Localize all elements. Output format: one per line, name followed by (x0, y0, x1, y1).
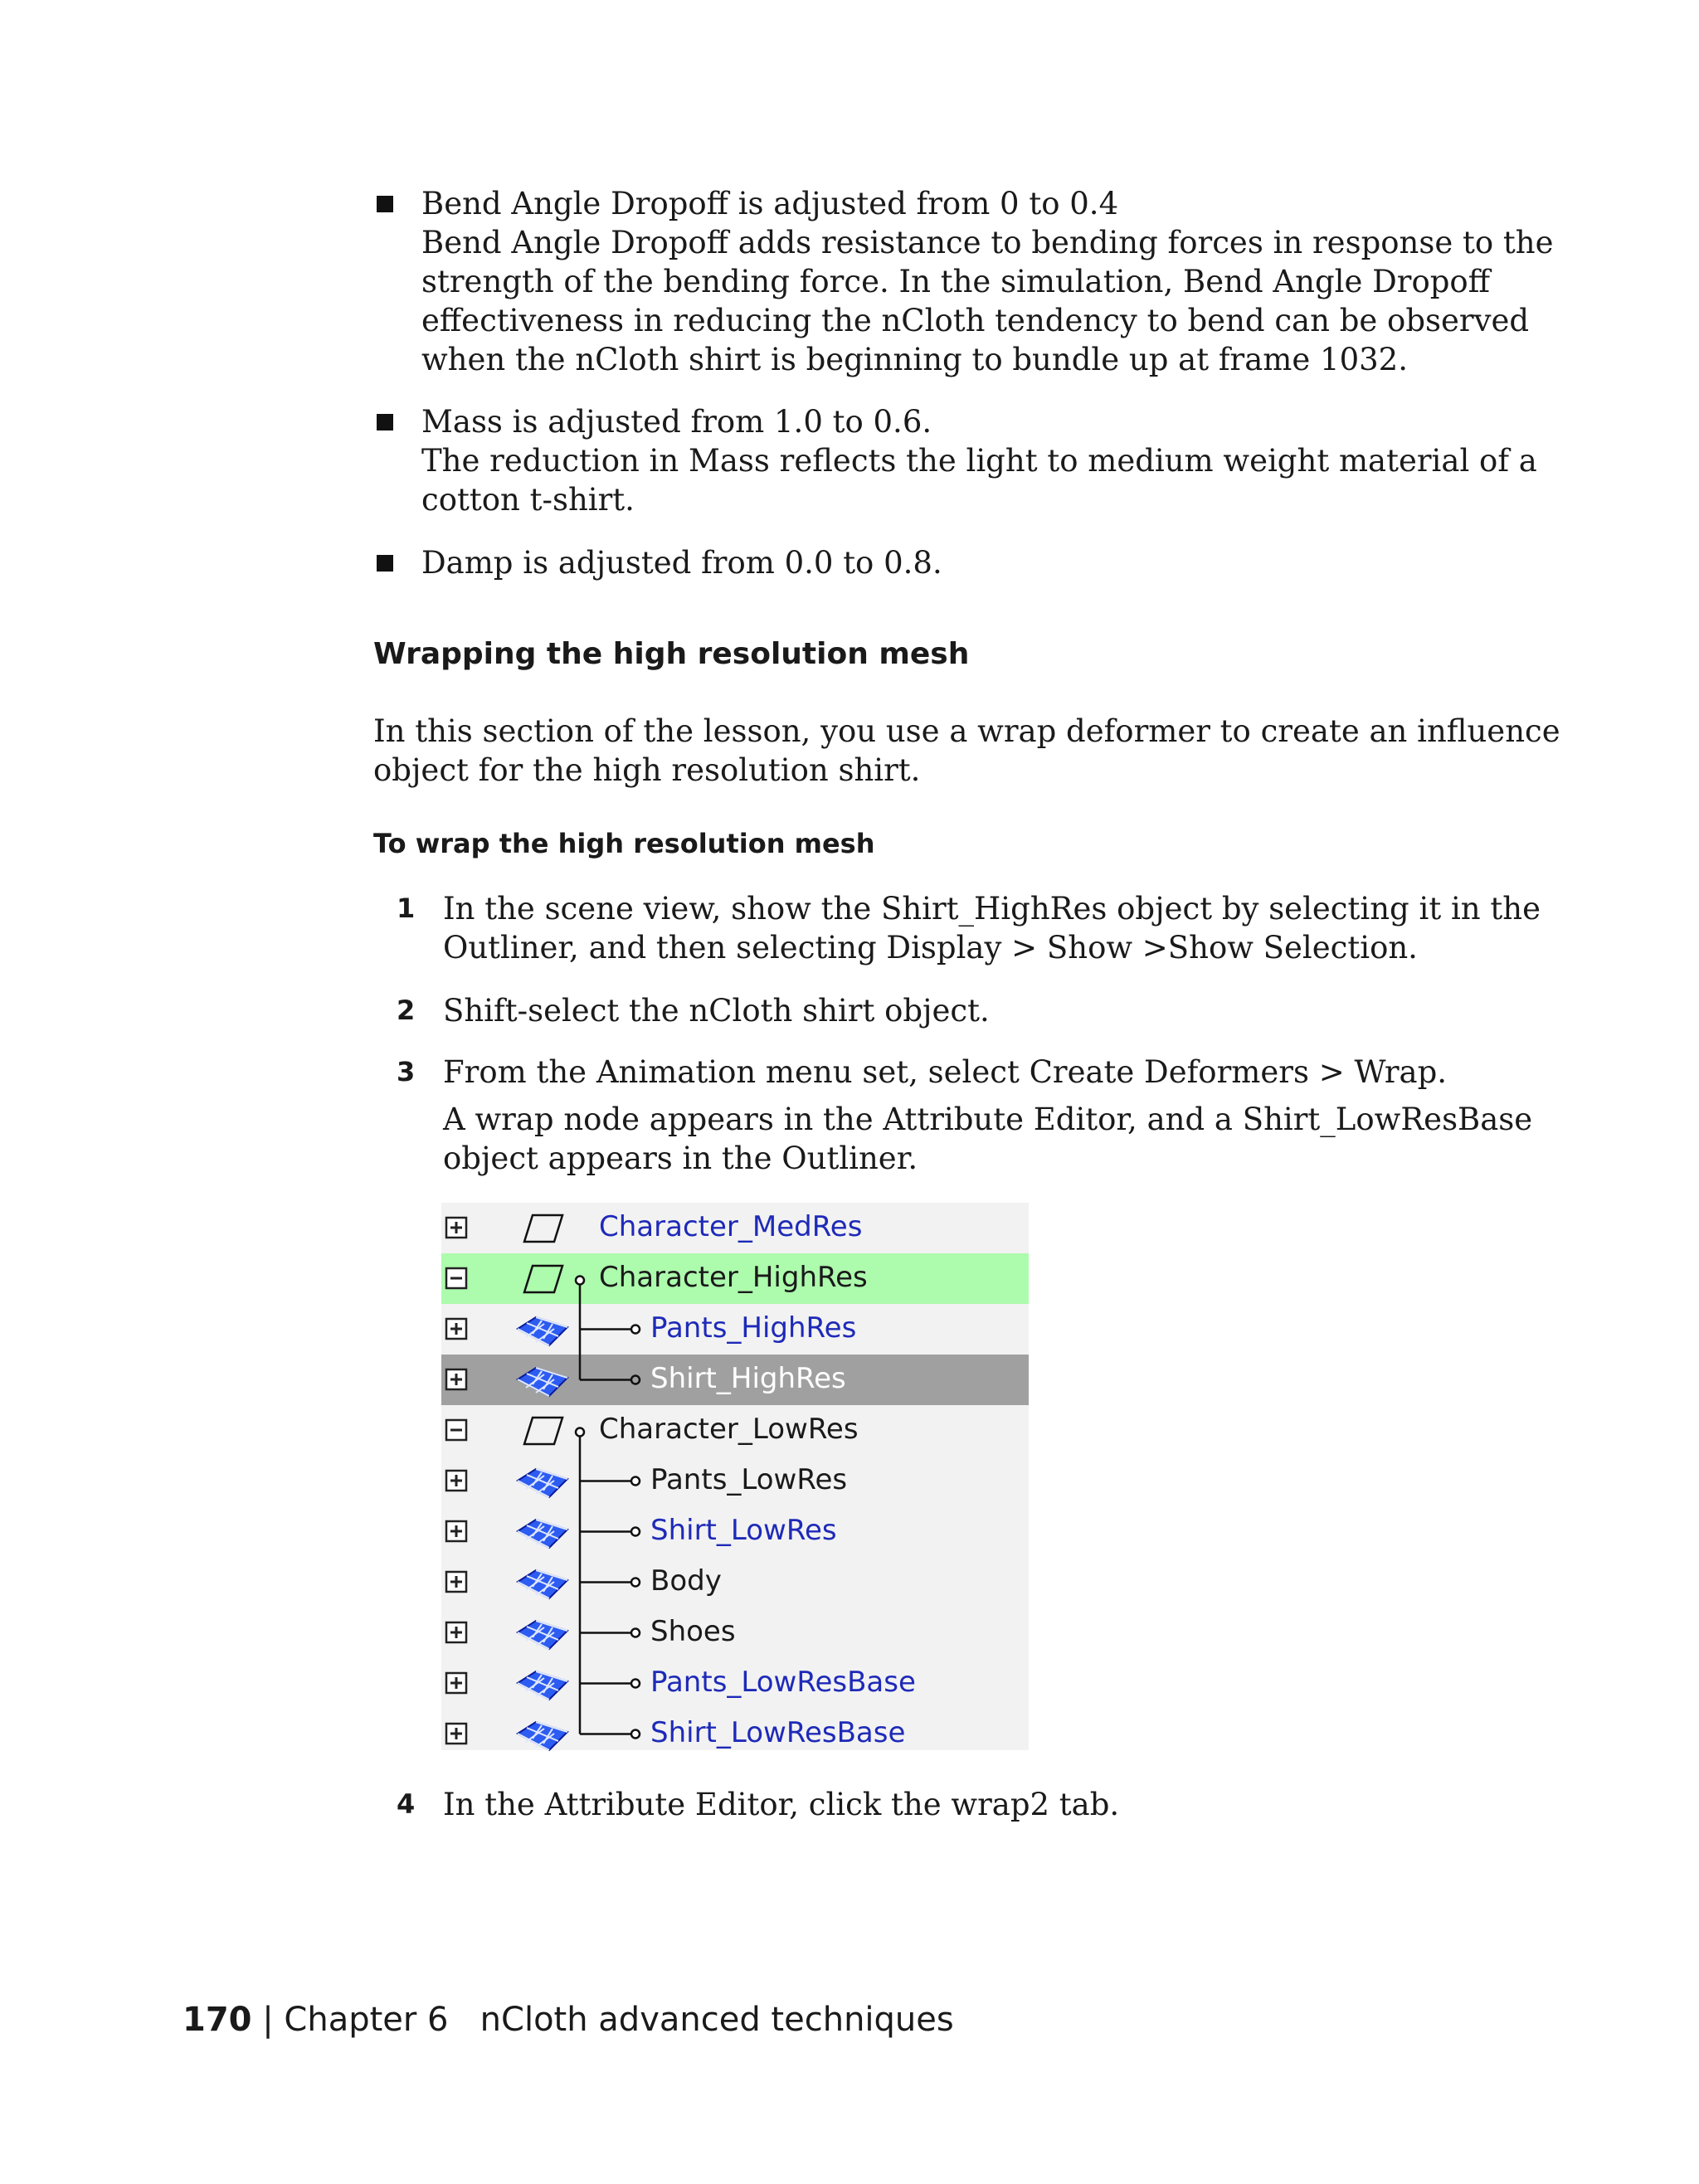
expand-plus-icon[interactable] (445, 1368, 468, 1391)
mesh-icon (516, 1719, 566, 1750)
outliner-row[interactable] (441, 1557, 1029, 1608)
outliner-item-label[interactable]: Character_LowRes (599, 1413, 859, 1446)
bullet-square-icon (377, 196, 393, 212)
outliner-row[interactable] (441, 1658, 1029, 1709)
footer-separator: | (262, 2001, 274, 2039)
outliner-item-label[interactable]: Pants_LowResBase (650, 1666, 916, 1699)
outliner-row[interactable] (441, 1709, 1029, 1759)
outliner-row[interactable] (441, 1405, 1029, 1456)
outliner-item-label[interactable]: Shirt_LowResBase (650, 1716, 906, 1749)
outliner-item-label[interactable]: Shirt_HighRes (650, 1362, 846, 1395)
bullet-text: Bend Angle Dropoff is adjusted from 0 to 0.4 Bend Angle Dropoff adds resistance to bending forces in response to the strength of the bending force. In the simulation, Bend Angle Dropoff effectiveness in reducing the nCloth tendency to bend can be observed when the nCloth shirt is beginning to bundle up at frame 1032. (421, 186, 1554, 377)
outliner-item-label[interactable]: Pants_LowRes (650, 1463, 848, 1496)
mesh-icon (516, 1466, 566, 1497)
bullet-item (373, 184, 1554, 379)
procedure-heading: To wrap the high resolution mesh (373, 828, 875, 859)
mesh-icon (516, 1668, 566, 1700)
intro-paragraph: In this section of the lesson, you use a wrap deformer to create an influence object for the high resolution shirt. (373, 713, 1560, 788)
outliner-item-label[interactable]: Character_MedRes (599, 1210, 863, 1243)
chapter-label: Chapter 6 (284, 2001, 449, 2039)
step-item (373, 991, 1468, 1030)
expand-plus-icon[interactable] (445, 1216, 468, 1239)
step-text: In the Attribute Editor, click the wrap2 tab. (443, 1787, 1120, 1822)
bullet-item (373, 543, 1468, 582)
step-item (373, 1053, 1533, 1178)
bullet-square-icon (377, 414, 393, 430)
expand-plus-icon[interactable] (445, 1722, 468, 1745)
bullet-text: Mass is adjusted from 1.0 to 0.6. The reduction in Mass reflects the light to medium weight material of a cotton t-shirt. (421, 404, 1537, 518)
step-number: 2 (397, 995, 416, 1026)
expand-plus-icon[interactable] (445, 1621, 468, 1644)
expand-plus-icon[interactable] (445, 1671, 468, 1695)
mesh-icon (516, 1617, 566, 1649)
bullet-text: Damp is adjusted from 0.0 to 0.8. (421, 545, 942, 581)
expand-plus-icon[interactable] (445, 1317, 468, 1340)
expand-plus-icon[interactable] (445, 1570, 468, 1593)
collapse-minus-icon[interactable] (445, 1418, 468, 1442)
outliner-item-label[interactable]: Pants_HighRes (650, 1311, 857, 1345)
step-item (373, 1785, 1468, 1824)
outliner-item-label[interactable]: Body (650, 1564, 722, 1598)
section-heading: Wrapping the high resolution mesh (373, 637, 970, 671)
page-number: 170 (183, 2001, 252, 2039)
mesh-icon (516, 1314, 566, 1345)
step-number: 1 (397, 893, 416, 924)
chapter-title: nCloth advanced techniques (480, 2001, 954, 2039)
collapse-minus-icon[interactable] (445, 1267, 468, 1290)
outliner-panel (441, 1203, 1029, 1750)
step-number: 3 (397, 1056, 416, 1087)
outliner-row[interactable] (441, 1304, 1029, 1355)
step-text: From the Animation menu set, select Create Deformers > Wrap. A wrap node appears in the Attribute Editor, and a Shirt_LowResBase object appears in the Outliner. (443, 1054, 1533, 1176)
outliner-item-label[interactable]: Shirt_LowRes (650, 1514, 837, 1547)
bullet-square-icon (377, 555, 393, 572)
outliner-row[interactable] (441, 1506, 1029, 1557)
outliner-item-label[interactable]: Shoes (650, 1615, 736, 1648)
expand-plus-icon[interactable] (445, 1520, 468, 1543)
expand-plus-icon[interactable] (445, 1469, 468, 1492)
group-icon (521, 1415, 571, 1447)
mesh-icon (516, 1516, 566, 1548)
outliner-row[interactable] (441, 1253, 1029, 1304)
step-number: 4 (397, 1788, 416, 1820)
mesh-icon (516, 1567, 566, 1598)
outliner-row[interactable] (441, 1608, 1029, 1658)
group-icon (521, 1263, 571, 1295)
outliner-item-label[interactable]: Character_HighRes (599, 1261, 868, 1294)
group-icon (521, 1213, 571, 1244)
page-footer (183, 2001, 954, 2039)
step-text: Shift-select the nCloth shirt object. (443, 993, 990, 1029)
step-text: In the scene view, show the Shirt_HighRes object by selecting it in the Outliner, and then selecting Display > Show >Show Selection. (443, 891, 1541, 966)
mesh-icon (516, 1364, 566, 1396)
outliner-row[interactable] (441, 1203, 1029, 1253)
bullet-item (373, 402, 1537, 519)
step-item (373, 889, 1541, 967)
outliner-row[interactable] (441, 1355, 1029, 1405)
outliner-row[interactable] (441, 1456, 1029, 1506)
